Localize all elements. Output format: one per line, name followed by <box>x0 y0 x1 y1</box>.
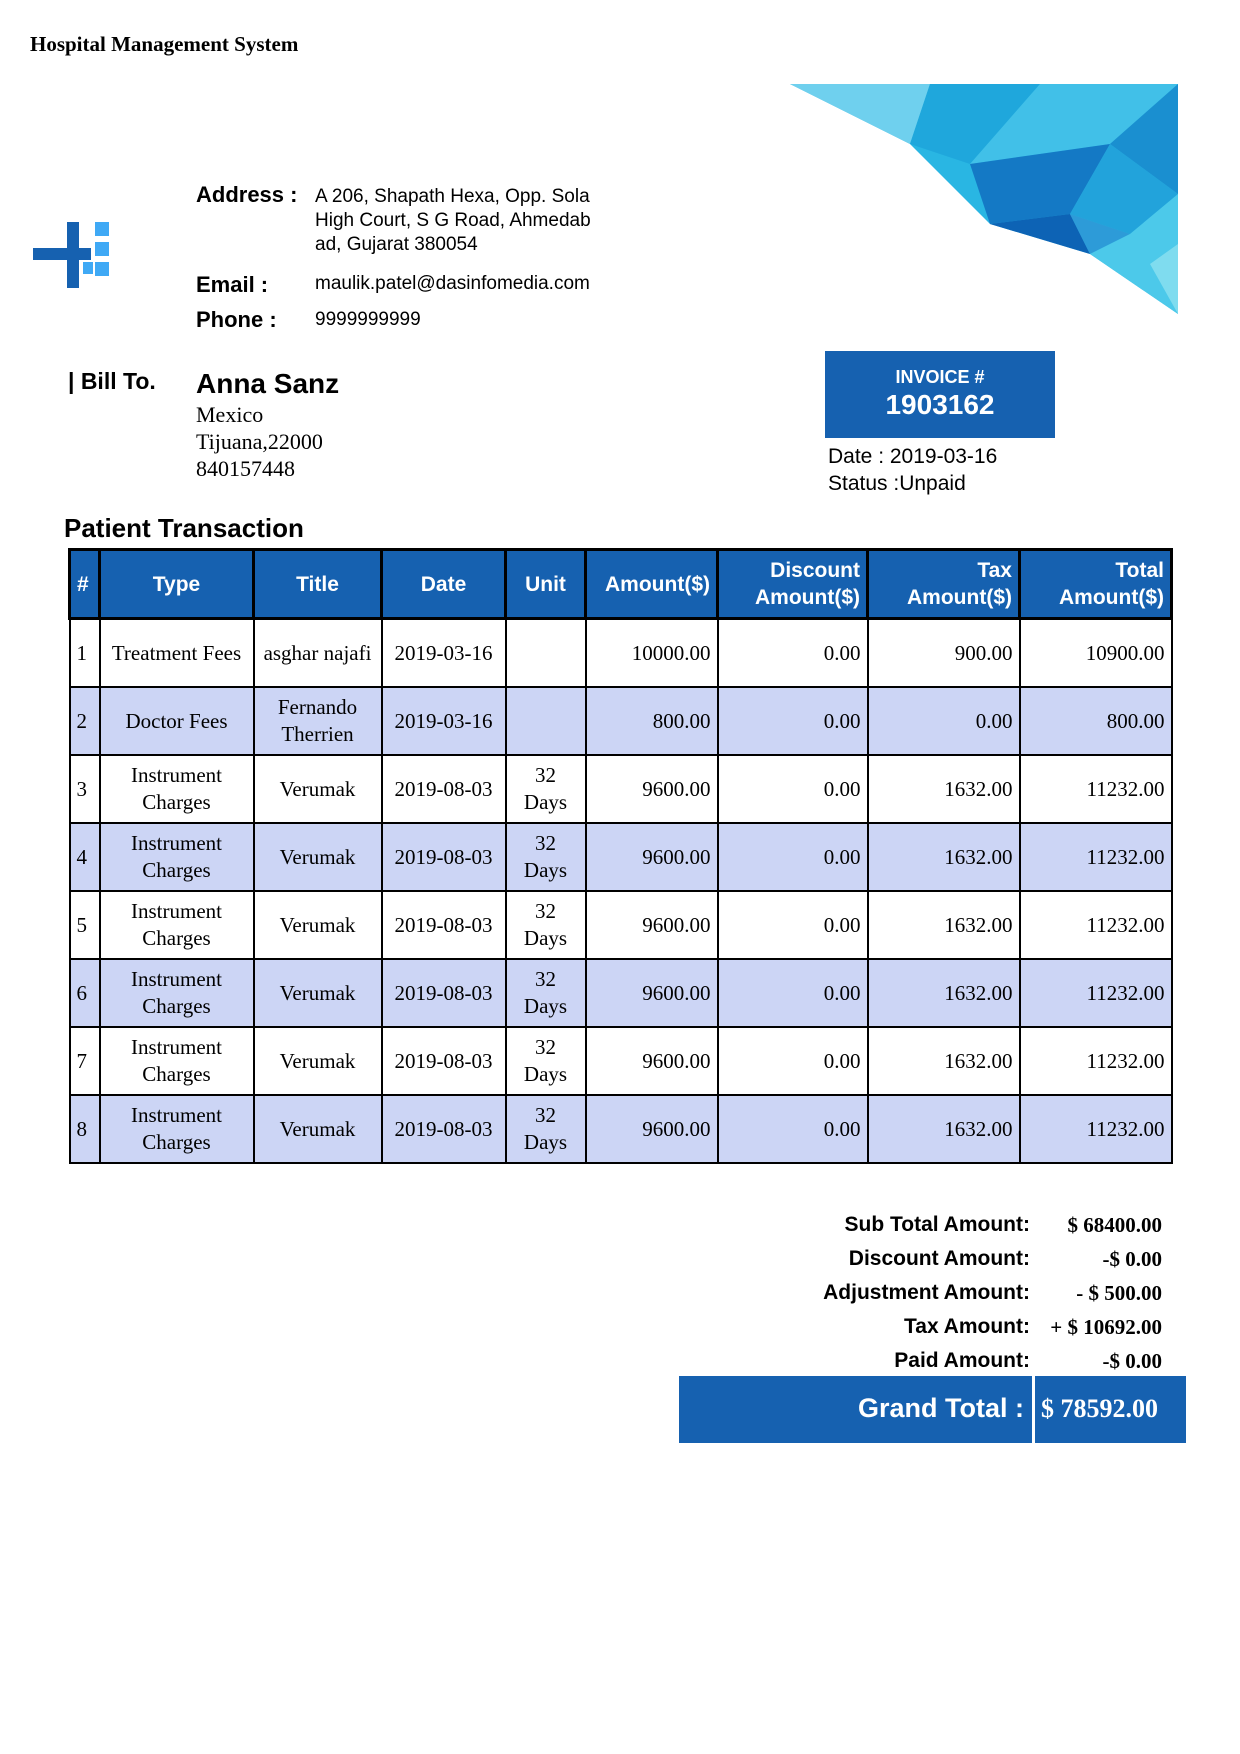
patient-phone: 840157448 <box>196 456 295 481</box>
grand-total-value: $ 78592.00 <box>1041 1394 1158 1423</box>
address-line: ad, Gujarat 380054 <box>315 234 478 255</box>
column-header: Type <box>100 550 254 619</box>
document-title: Hospital Management System <box>30 32 299 56</box>
tax-label: Tax Amount: <box>904 1315 1030 1338</box>
grand-total-label: Grand Total : <box>858 1393 1024 1423</box>
cell-discount: 0.00 <box>718 891 868 959</box>
column-header: # <box>70 550 100 619</box>
tax-value: + $ 10692.00 <box>1050 1315 1162 1339</box>
address-line: A 206, Shapath Hexa, Opp. Sola <box>315 186 590 207</box>
cell-total: 11232.00 <box>1020 755 1172 823</box>
cell-amount: 9600.00 <box>586 1095 718 1163</box>
cell-unit <box>506 619 586 688</box>
cell-total: 11232.00 <box>1020 891 1172 959</box>
cell-unit: 32 Days <box>506 891 586 959</box>
transactions-table <box>68 548 1173 1164</box>
cell-no: 7 <box>70 1027 100 1095</box>
cell-amount: 9600.00 <box>586 1027 718 1095</box>
table-row <box>70 687 1172 755</box>
cell-tax: 1632.00 <box>868 1095 1020 1163</box>
cell-no: 5 <box>70 891 100 959</box>
discount-label: Discount Amount: <box>848 1247 1030 1270</box>
phone-value: 9999999999 <box>315 309 421 330</box>
cell-date: 2019-08-03 <box>382 1027 506 1095</box>
adjustment-value: - $ 500.00 <box>1076 1281 1162 1305</box>
cell-title: Verumak <box>254 1095 382 1163</box>
table-row <box>70 1095 1172 1163</box>
cell-no: 3 <box>70 755 100 823</box>
column-header: Discount Amount($) <box>718 550 868 619</box>
cell-total: 800.00 <box>1020 687 1172 755</box>
invoice-status: Status :Unpaid <box>828 472 966 495</box>
cell-no: 2 <box>70 687 100 755</box>
table-row <box>70 823 1172 891</box>
table-row <box>70 755 1172 823</box>
cell-total: 11232.00 <box>1020 823 1172 891</box>
cell-title: Verumak <box>254 1027 382 1095</box>
cell-amount: 9600.00 <box>586 959 718 1027</box>
address-block <box>315 185 591 257</box>
cell-date: 2019-03-16 <box>382 687 506 755</box>
phone-label: Phone : <box>196 307 277 332</box>
column-header: Unit <box>506 550 586 619</box>
cell-date: 2019-08-03 <box>382 891 506 959</box>
column-header: Total Amount($) <box>1020 550 1172 619</box>
section-title: Patient Transaction <box>64 513 304 543</box>
table-row <box>70 619 1172 688</box>
patient-name: Anna Sanz <box>196 368 340 399</box>
cell-no: 6 <box>70 959 100 1027</box>
column-header: Title <box>254 550 382 619</box>
table-row <box>70 891 1172 959</box>
cell-total: 11232.00 <box>1020 1095 1172 1163</box>
cell-tax: 1632.00 <box>868 891 1020 959</box>
cell-unit: 32 Days <box>506 1095 586 1163</box>
cell-total: 11232.00 <box>1020 1027 1172 1095</box>
cell-no: 4 <box>70 823 100 891</box>
cell-type: Instrument Charges <box>100 1095 254 1163</box>
cell-date: 2019-03-16 <box>382 619 506 688</box>
table-row <box>70 1027 1172 1095</box>
cell-tax: 1632.00 <box>868 823 1020 891</box>
cell-date: 2019-08-03 <box>382 755 506 823</box>
cell-title: Fernando Therrien <box>254 687 382 755</box>
column-header: Amount($) <box>586 550 718 619</box>
cell-discount: 0.00 <box>718 823 868 891</box>
cell-type: Instrument Charges <box>100 891 254 959</box>
address-label: Address : <box>196 182 298 207</box>
address-line: High Court, S G Road, Ahmedab <box>315 210 591 231</box>
cell-title: Verumak <box>254 755 382 823</box>
cell-date: 2019-08-03 <box>382 959 506 1027</box>
invoice-number: 1903162 <box>885 389 995 420</box>
email-label: Email : <box>196 272 269 297</box>
invoice-date: Date : 2019-03-16 <box>828 445 998 468</box>
cell-unit: 32 Days <box>506 1027 586 1095</box>
cell-amount: 9600.00 <box>586 823 718 891</box>
cell-unit: 32 Days <box>506 755 586 823</box>
cell-unit: 32 Days <box>506 959 586 1027</box>
cell-type: Doctor Fees <box>100 687 254 755</box>
cell-discount: 0.00 <box>718 1095 868 1163</box>
adjustment-label: Adjustment Amount: <box>823 1281 1030 1304</box>
cell-tax: 1632.00 <box>868 1027 1020 1095</box>
cell-title: Verumak <box>254 891 382 959</box>
cell-type: Instrument Charges <box>100 1027 254 1095</box>
bill-to-label: | Bill To. <box>68 368 156 394</box>
cell-amount: 9600.00 <box>586 891 718 959</box>
cell-unit: 32 Days <box>506 823 586 891</box>
table-row <box>70 959 1172 1027</box>
cell-discount: 0.00 <box>718 619 868 688</box>
cell-type: Instrument Charges <box>100 755 254 823</box>
cell-no: 1 <box>70 619 100 688</box>
cell-tax: 0.00 <box>868 687 1020 755</box>
hospital-cross-logo <box>33 222 115 292</box>
cell-amount: 10000.00 <box>586 619 718 688</box>
header-geometric-graphic <box>790 84 1178 314</box>
patient-country: Mexico <box>196 402 264 427</box>
cell-tax: 900.00 <box>868 619 1020 688</box>
column-header: Tax Amount($) <box>868 550 1020 619</box>
cell-date: 2019-08-03 <box>382 1095 506 1163</box>
discount-value: -$ 0.00 <box>1102 1247 1162 1271</box>
cell-total: 10900.00 <box>1020 619 1172 688</box>
cell-discount: 0.00 <box>718 959 868 1027</box>
email-value: maulik.patel@dasinfomedia.com <box>315 273 590 294</box>
cell-title: asghar najafi <box>254 619 382 688</box>
invoice-number-box <box>825 351 1055 438</box>
cell-unit <box>506 687 586 755</box>
invoice-label: INVOICE # <box>895 367 985 387</box>
subtotal-label: Sub Total Amount: <box>844 1213 1030 1236</box>
subtotal-value: $ 68400.00 <box>1067 1213 1162 1237</box>
cell-no: 8 <box>70 1095 100 1163</box>
grand-total-label-box <box>679 1376 1032 1443</box>
table-header-row <box>70 550 1172 619</box>
cell-type: Instrument Charges <box>100 823 254 891</box>
cell-type: Treatment Fees <box>100 619 254 688</box>
cell-tax: 1632.00 <box>868 755 1020 823</box>
cell-title: Verumak <box>254 959 382 1027</box>
cell-discount: 0.00 <box>718 1027 868 1095</box>
cell-type: Instrument Charges <box>100 959 254 1027</box>
patient-city-zip: Tijuana,22000 <box>196 429 323 454</box>
paid-value: -$ 0.00 <box>1102 1349 1162 1373</box>
cell-discount: 0.00 <box>718 687 868 755</box>
paid-label: Paid Amount: <box>894 1349 1030 1372</box>
cell-date: 2019-08-03 <box>382 823 506 891</box>
cell-tax: 1632.00 <box>868 959 1020 1027</box>
grand-total-value-box <box>1035 1376 1186 1443</box>
cell-discount: 0.00 <box>718 755 868 823</box>
column-header: Date <box>382 550 506 619</box>
cell-title: Verumak <box>254 823 382 891</box>
cell-total: 11232.00 <box>1020 959 1172 1027</box>
cell-amount: 9600.00 <box>586 755 718 823</box>
cell-amount: 800.00 <box>586 687 718 755</box>
